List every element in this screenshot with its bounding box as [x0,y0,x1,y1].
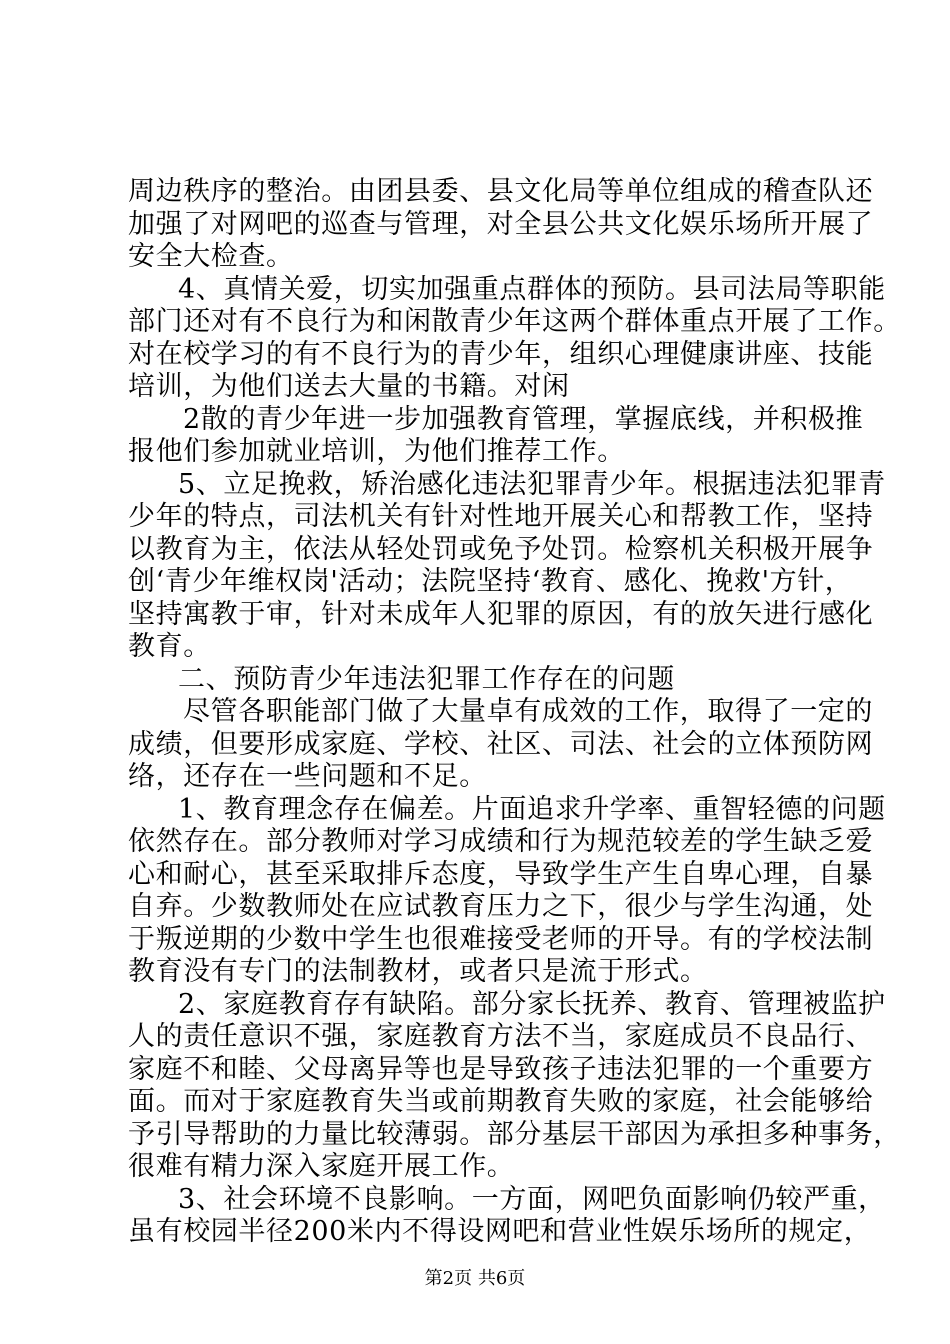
text-line: 教育没有专门的法制教材，或者只是流于形式。 [128,956,708,987]
text-line: 心和耐心，甚至采取排斥态度，导致学生产生自卑心理，自暴 [128,858,874,890]
text-line: 培训，为他们送去大量的书籍。对闲 [128,371,570,402]
text-line: 教育。 [128,631,211,662]
paragraph-start-line: 尽管各职能部门做了大量卓有成效的工作，取得了一定的 [183,696,873,727]
paragraph-start-line: 4、真情关爱，切实加强重点群体的预防。县司法局等职能 [178,273,886,305]
document-body [128,176,901,1249]
text-line: 很难有精力深入家庭开展工作。 [128,1151,515,1182]
text-line: 少年的特点，司法机关有针对性地开展关心和帮教工作，坚持 [128,501,874,532]
text-line: 成绩，但要形成家庭、学校、社区、司法、社会的立体预防网 [128,728,874,760]
paragraph-start-line: 2散的青少年进一步加强教育管理，掌握底线，并积极推 [183,403,864,435]
text-line: 创‘青少年维权岗'活动；法院坚持‘教育、感化、挽救'方针， [128,566,853,597]
text-line: 报他们参加就业培训，为他们推荐工作。 [128,436,625,467]
paragraph-start-line: 2、家庭教育存有缺陷。部分家长抚养、教育、管理被监护 [178,988,886,1020]
text-line: 予引导帮助的力量比较薄弱。部分基层干部因为承担多种事务， [128,1118,901,1150]
text-line: 加强了对网吧的巡查与管理，对全县公共文化娱乐场所开展了 [128,208,874,240]
text-line: 络，还存在一些问题和不足。 [128,761,487,792]
text-line: 自弃。少数教师处在应试教育压力之下，很少与学生沟通，处 [128,891,874,922]
text-line: 以教育为主，依法从轻处罚或免予处罚。检察机关积极开展争 [128,533,874,565]
page-number: 第2页 共6页 [424,1268,526,1289]
text-line: 坚持寓教于审，针对未成年人犯罪的原因，有的放矢进行感化 [128,598,874,630]
text-line: 对在校学习的有不良行为的青少年，组织心理健康讲座、技能 [128,338,874,370]
page-footer [0,1268,950,1290]
paragraph-start-line: 1、教育理念存在偏差。片面追求升学率、重智轻德的问题 [178,793,886,825]
text-line: 虽有校园半径200米内不得设网吧和营业性娱乐场所的规定， [128,1216,872,1247]
section-heading: 二、预防青少年违法犯罪工作存在的问题 [178,663,675,695]
text-line: 安全大检查。 [128,241,294,272]
text-line: 周边秩序的整治。由团县委、县文化局等单位组成的稽查队还 [128,176,874,207]
text-line: 家庭不和睦、父母离异等也是导致孩子违法犯罪的一个重要方 [128,1053,874,1085]
paragraph-start-line: 3、社会环境不良影响。一方面，网吧负面影响仍较严重， [178,1183,886,1215]
text-line: 依然存在。部分教师对学习成绩和行为规范较差的学生缺乏爱 [128,826,874,857]
text-line: 于叛逆期的少数中学生也很难接受老师的开导。有的学校法制 [128,923,874,955]
text-line: 人的责任意识不强，家庭教育方法不当，家庭成员不良品行、 [128,1021,874,1052]
paragraph-start-line: 5、立足挽救，矫治感化违法犯罪青少年。根据违法犯罪青 [178,468,886,500]
text-line: 面。而对于家庭教育失当或前期教育失败的家庭，社会能够给 [128,1086,874,1117]
text-line: 部门还对有不良行为和闲散青少年这两个群体重点开展了工作。 [128,306,901,337]
